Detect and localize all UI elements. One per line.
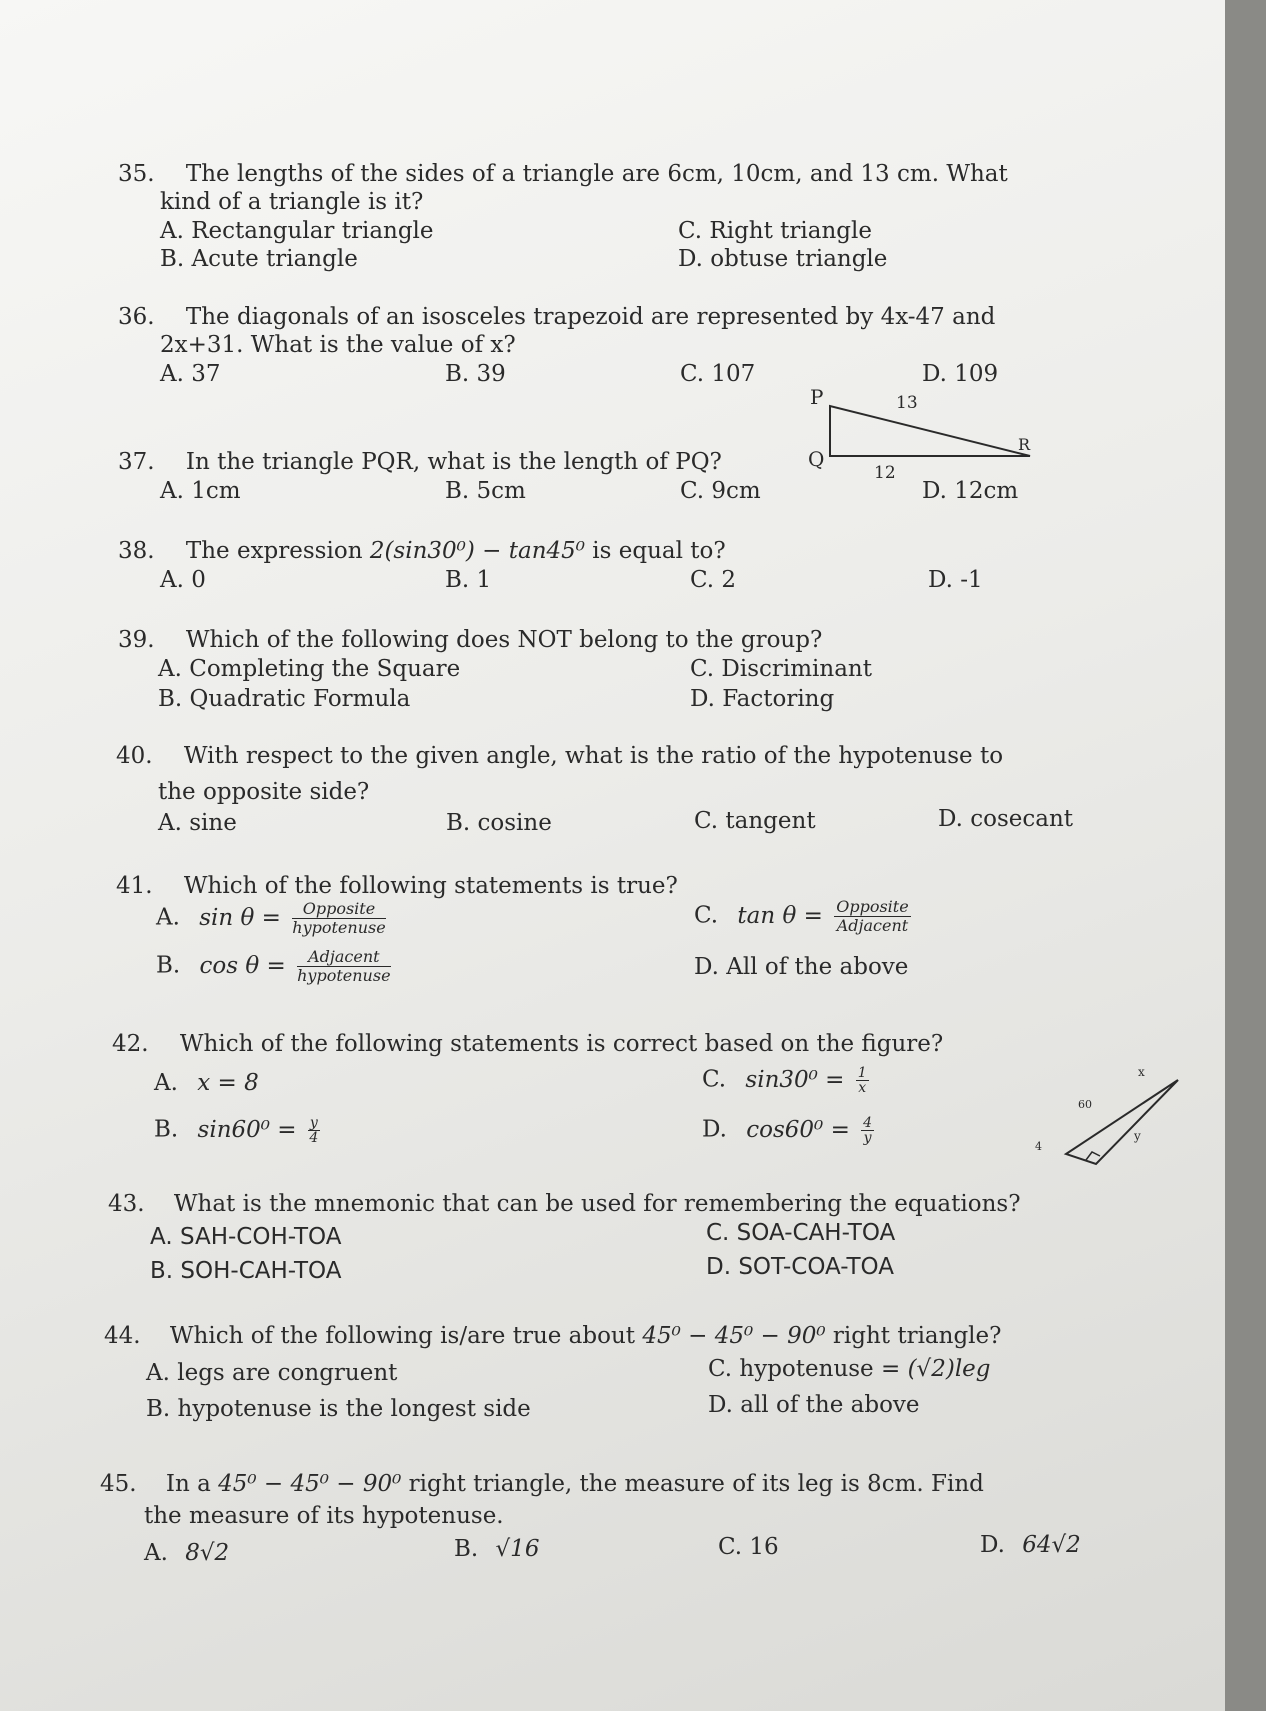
numerator: Opposite	[836, 897, 909, 916]
question-number: 37.	[118, 449, 155, 475]
question-text: In a	[165, 1471, 219, 1497]
choice-label: D.	[980, 1532, 1005, 1558]
choice-expr: 64√2	[1022, 1532, 1081, 1558]
choice-label: A.	[156, 904, 180, 931]
choice-c[interactable]: C. 9cm	[680, 478, 761, 504]
numerator: 4	[863, 1115, 873, 1131]
question-text-cont: the measure of its hypotenuse.	[144, 1503, 504, 1529]
question-39	[118, 626, 822, 654]
choice-a[interactable]: A. 1cm	[160, 478, 241, 504]
choice-b[interactable]	[454, 1536, 539, 1562]
expression: 45⁰ − 45⁰ − 90⁰	[642, 1323, 826, 1349]
choice-d[interactable]: D. all of the above	[708, 1392, 920, 1418]
choice-b[interactable]: B. 1	[445, 567, 492, 593]
denominator: y	[863, 1130, 872, 1146]
question-text-end: right triangle?	[825, 1323, 1002, 1349]
choice-a[interactable]: A. sine	[158, 810, 237, 836]
triangle-pqr-figure	[800, 384, 1040, 480]
question-text: The lengths of the sides of a triangle are 6cm, 10cm, and 13 cm. What	[185, 161, 1008, 187]
choice-d[interactable]: D. 109	[922, 361, 999, 387]
choice-d[interactable]: D. obtuse triangle	[678, 246, 888, 272]
question-42	[112, 1030, 943, 1058]
choice-label: B.	[156, 952, 181, 979]
choice-label: C.	[694, 902, 719, 929]
question-text: In the triangle PQR, what is the length of PQ?	[185, 449, 722, 475]
question-number: 43.	[108, 1191, 145, 1217]
vertex-r-label: R	[1018, 435, 1031, 454]
denominator: 4	[309, 1130, 319, 1146]
question-44	[104, 1322, 1214, 1350]
choice-d[interactable]: D. -1	[928, 567, 983, 593]
fraction	[308, 1116, 320, 1145]
choice-c[interactable]	[708, 1356, 991, 1382]
choice-d[interactable]	[702, 1116, 874, 1145]
choice-c[interactable]: C. Right triangle	[678, 218, 872, 244]
question-43	[108, 1190, 1218, 1218]
question-number: 40.	[116, 743, 153, 769]
side-qr-label: 12	[874, 463, 896, 480]
side-4-label: 4	[1035, 1140, 1042, 1153]
choice-b[interactable]: B. 5cm	[445, 478, 526, 504]
question-35	[118, 160, 1118, 188]
question-number: 44.	[104, 1323, 141, 1349]
choice-b[interactable]: B. Quadratic Formula	[158, 686, 411, 712]
choice-d[interactable]	[980, 1532, 1081, 1558]
choice-a[interactable]	[144, 1540, 229, 1566]
choice-expr: x = 8	[197, 1070, 259, 1096]
angle-label: 60	[1078, 1098, 1092, 1111]
choice-c[interactable]: C. Discriminant	[690, 656, 872, 682]
denominator: hypotenuse	[297, 966, 391, 985]
question-36	[118, 303, 1168, 331]
question-text-end: is equal to?	[585, 538, 726, 564]
choice-a[interactable]	[154, 1070, 259, 1096]
choice-a[interactable]: A. Rectangular triangle	[160, 218, 434, 244]
question-number: 35.	[118, 161, 155, 187]
choice-expr: √16	[495, 1536, 540, 1562]
question-number: 36.	[118, 304, 155, 330]
choice-c[interactable]: C. SOA-CAH-TOA	[706, 1220, 896, 1246]
choice-c[interactable]	[702, 1066, 869, 1095]
numerator: y	[309, 1115, 318, 1131]
vertex-q-label: Q	[808, 447, 825, 471]
choice-label: C.	[702, 1066, 727, 1093]
fraction	[861, 1116, 874, 1145]
choice-a[interactable]: A. 0	[160, 567, 206, 593]
choice-b[interactable]	[154, 1116, 320, 1145]
choice-label: A.	[154, 1070, 178, 1096]
choice-b[interactable]	[156, 948, 391, 985]
choice-lhs: sin30⁰ =	[745, 1066, 845, 1093]
denominator: x	[858, 1080, 867, 1096]
choice-lhs: cos60⁰ =	[746, 1116, 850, 1143]
numerator: Opposite	[292, 900, 385, 919]
choice-lhs: sin θ =	[199, 904, 281, 931]
fraction	[856, 1066, 869, 1095]
side-y-label: y	[1134, 1129, 1141, 1143]
question-text-cont: the opposite side?	[158, 779, 370, 805]
choice-lhs: tan θ =	[737, 902, 823, 929]
choice-c[interactable]: C. 16	[718, 1534, 779, 1560]
question-37	[118, 448, 722, 476]
question-number: 39.	[118, 627, 155, 653]
question-text: The diagonals of an isosceles trapezoid are represented by 4x-47 and	[185, 304, 996, 330]
choice-a[interactable]: A. 37	[160, 361, 221, 387]
choice-c[interactable]	[694, 898, 911, 935]
question-text-end: right triangle, the measure of its leg is 8cm. Find	[401, 1471, 984, 1497]
fraction	[292, 900, 385, 937]
choice-label: B.	[454, 1536, 479, 1562]
choice-b[interactable]: B. SOH-CAH-TOA	[150, 1258, 342, 1284]
choice-b[interactable]: B. 39	[445, 361, 506, 387]
question-text: The expression	[185, 538, 370, 564]
question-text: With respect to the given angle, what is the ratio of the hypotenuse to	[183, 743, 1004, 769]
question-text: What is the mnemonic that can be used for remembering the equations?	[173, 1191, 1021, 1217]
choice-lhs: sin60⁰ =	[197, 1116, 297, 1143]
denominator: Adjacent	[836, 916, 909, 935]
side-pr-label: 13	[896, 393, 918, 413]
choice-d[interactable]: D. cosecant	[938, 806, 1074, 832]
question-text: Which of the following statements is correct based on the figure?	[179, 1031, 944, 1057]
numerator: 1	[857, 1065, 867, 1081]
choice-expr: 8√2	[185, 1540, 230, 1566]
choice-label: B.	[154, 1116, 179, 1143]
choice-a[interactable]	[156, 900, 386, 937]
choice-d[interactable]: D. SOT-COA-TOA	[706, 1254, 894, 1280]
fraction	[297, 948, 390, 985]
vertex-p-label: P	[810, 385, 824, 409]
question-number: 38.	[118, 538, 155, 564]
expression: 2(sin30⁰) − tan45⁰	[369, 538, 585, 564]
question-41	[116, 872, 678, 900]
question-number: 45.	[100, 1471, 137, 1497]
choice-label: D.	[702, 1116, 727, 1143]
choice-c[interactable]: C. 107	[680, 361, 756, 387]
choice-a[interactable]: A. legs are congruent	[146, 1360, 398, 1386]
denominator: hypotenuse	[292, 918, 386, 937]
question-number: 42.	[112, 1031, 149, 1057]
question-number: 41.	[116, 873, 153, 899]
choice-d[interactable]: D. Factoring	[690, 686, 835, 712]
choice-d[interactable]: D. All of the above	[694, 954, 909, 980]
choice-b[interactable]: B. Acute triangle	[160, 246, 358, 272]
expression: 45⁰ − 45⁰ − 90⁰	[218, 1471, 402, 1497]
choice-b[interactable]: B. hypotenuse is the longest side	[146, 1396, 531, 1422]
choice-a[interactable]: A. Completing the Square	[158, 656, 461, 682]
fraction	[834, 898, 910, 935]
question-text: Which of the following statements is true?	[183, 873, 678, 899]
right-triangle-figure	[1030, 1064, 1190, 1174]
choice-text: C. hypotenuse =	[708, 1356, 908, 1382]
choice-c[interactable]: C. 2	[690, 567, 737, 593]
question-text: Which of the following does NOT belong to the group?	[185, 627, 823, 653]
question-40	[116, 742, 1196, 770]
question-text-cont: 2x+31. What is the value of x?	[160, 332, 516, 358]
numerator: Adjacent	[297, 948, 390, 967]
choice-label: A.	[144, 1540, 168, 1566]
question-45	[100, 1470, 1220, 1498]
question-text: Which of the following is/are true about	[169, 1323, 643, 1349]
choice-c[interactable]: C. tangent	[694, 808, 816, 834]
choice-lhs: cos θ =	[199, 952, 286, 979]
question-text-cont: kind of a triangle is it?	[160, 189, 424, 215]
choice-d[interactable]: D. 12cm	[922, 478, 1019, 504]
side-x-label: x	[1138, 1065, 1145, 1079]
choice-a[interactable]: A. SAH-COH-TOA	[150, 1224, 342, 1250]
question-38	[118, 537, 726, 565]
choice-expr: (√2)leg	[907, 1356, 991, 1382]
choice-b[interactable]: B. cosine	[446, 810, 552, 836]
